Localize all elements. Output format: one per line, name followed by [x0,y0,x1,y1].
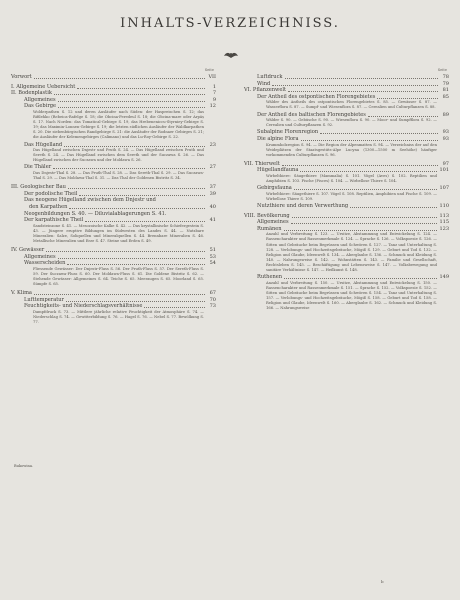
toc-entry-page: 70 [209,296,216,303]
toc-entry-label: Die alpine Flora [257,135,299,142]
toc-entry-page: 9 [212,96,216,103]
toc-entry-label: Wasserscheiden [24,260,66,267]
toc-entry [11,297,216,304]
toc-entry-page: 123 [439,225,449,232]
dot-leader [58,107,205,108]
toc-entry-page: 110 [439,202,449,209]
toc-entry-page: 78 [442,74,449,80]
toc-entry [11,103,216,110]
toc-subentry-detail: Wolderpathen S. 12 und deren Ausläufer nach Süden: der Haspreischen S. 12; das Rifilehko (Rebeica-Rafelge S. 18; die Obcina-Feredeul S. 18; die Obcina-mare oder Arpăș S. 17. Nach Norden: das Tomatical-Gebirge S. 19, das Hrebeneniccu-Styrniey-Gebirge S. 19; das Maximin-Lonnen-Gebirge S. 19; die letzten südlichen Ausläufer der Waldkarpathen S. 20. Die siebenbürgischen Randgebirge S. 21: die Ausläufer der Rodnaer Gebirges S. 21; die Ausläufer der Kelemengebirges (Calimano) und das Lu-Roy-Gebirge S. 22. [33,109,204,140]
toc-entry-page: 40 [209,203,216,210]
toc-entry [244,81,449,88]
toc-entry-label: Lufttemperatur [24,296,64,303]
dot-leader [67,264,205,265]
toc-entry [11,84,216,91]
toc-entry [244,74,449,81]
dot-leader [85,221,205,222]
toc-subentry-detail: Fliessende Gewässer: Der Dnjestr-Fluss S. 56. Der Pruth-Fluss S. 57. Der Sereth-Fluss S. 59. Der Suczawa-Fluss S. 60. Der Moldawa-Fluss S. 61. Die Goldene Bistritz S. 62. — Stehende Gewässer: Allgemeines S. 64. Teiche S. 65. Meeraugen S. 65. Moorland S. 65. Sümpfe S. 65. [33,266,204,287]
dot-leader [377,98,438,99]
seite-label-right: Seite [437,68,447,72]
toc-subentry-detail: Wirbelthiere: Säugethiere (Mammalia) S. 101. Vögel (Aves) S. 102. Reptilien und Amphibien S. 103. Fische (Pisces) S. 104. — Wirbellose Thiere S. 104. [266,174,437,184]
dot-leader [34,78,205,79]
toc-entry-label: VI. Pflanzenwelt [244,87,287,94]
toc-entry-label: Der podolische Theil [24,190,78,197]
toc-entry-label: Die Thäler [24,164,52,171]
toc-entry-page: 39 [209,190,216,197]
dot-leader [288,91,438,92]
dot-leader [58,101,205,102]
dot-leader [69,208,205,209]
toc-entry-label: V. Klima [11,290,32,297]
dot-leader [58,258,205,259]
toc-entry [11,260,216,267]
toc-entry-page: 7 [212,90,216,97]
toc-entry-page: 97 [442,160,449,167]
dot-leader [34,294,205,295]
page-title: INHALTS-VERZEICHNISS. [120,16,340,31]
toc-entry [244,213,449,220]
dot-leader [284,278,437,279]
toc-entry-page: 93 [442,135,449,142]
toc-entry-page: 12 [209,103,216,110]
dot-leader [284,230,438,231]
toc-entry [11,142,216,149]
toc-entry [11,247,216,254]
toc-subentry-detail: Dampfdruck S. 73. — Mittlere jährliche relative Feuchtigkeit der Atmosphäre S. 74. — Niederschlag S. 74. — Gewitterbildung S. 76. — Hagel S. 76. — Nebel S. 77. Bewölkung S. 77. [33,310,204,325]
toc-entry-page: 89 [442,111,449,118]
toc-entry [11,184,216,191]
dot-leader [294,189,438,190]
toc-entry-label: Der Antheil des ostpontischen Florengebietes [257,93,376,100]
toc-entry-label: Feuchtigkeits- und Niederschlagsverhältnisse [24,303,143,310]
toc-entry-page: 107 [439,185,449,192]
toc-left-list [11,74,216,325]
toc-entry-page: 41 [209,217,216,224]
dot-leader [320,133,438,134]
toc-entry-page: 51 [209,247,216,254]
toc-entry-page: VII [208,74,216,80]
toc-entry-label: Nutzthiere und deren Verwerthung [257,202,349,209]
toc-entry-page: 53 [209,253,216,260]
toc-entry-label: IV. Gewässer [11,247,45,254]
toc-entry-label: Allgemeines [24,253,56,260]
toc-entry-label: Der Antheil des baltischen Florengebietes [257,111,366,118]
toc-entry [11,211,216,218]
toc-entry-page: 54 [209,260,216,267]
dot-leader [64,146,205,147]
dot-leader [368,116,438,117]
toc-subentry-detail: Anzahl und Verbreitung S. 150. — Ursitze, Abstammung und Entwickelung S. 150. — Rassencharakter und Rassenmerkmale S. 151. — Sprache S. 152. — Volkspoesie S. 152. — Sitten und Gebräuche beim Begrüssen und Schwören S. 154. — Tanz und Unterhaltung S. 157. — Verlobungs- und Hochzeitsgebräuche, Mögiß S. 158. — Geburt und Tod S. 158. — Religion und Glaube, Ideenwelt S. 160. — Aberglaube S. 162. — Schmuck und Kleidung S. 166. — Nahrungsweise [266,280,437,311]
toc-entry-label: Allgemeines [24,96,56,103]
toc-subentry-detail: Das Dnjestr-Thal S. 28. — Das Pruth-Thal S. 28. — Das Sereth-Thal S. 29. — Das Suczawa-Thal S. 29. — Das Moldawa-Thal S. 31. — Das Thal der Goldenen Bistritz S. 34. [33,171,204,181]
toc-subentry-detail: Das Hügelland zwischen Dnjestr und Pruth S. 24. — Das Hügelland zwischen Pruth und Sereth S. 24. — Das Hügelland zwischen dem Sereth und der Suczawa S. 26. — Das Hügelland zwischen der Suczawa und der Moldawa S. 26. [33,148,204,163]
toc-entry-label: II. Bodenplastik [11,90,52,97]
toc-entry [244,136,449,143]
toc-entry [244,274,449,281]
toc-entry-label: Rumänen [257,225,282,232]
dot-leader [46,251,205,252]
toc-entry-page: 113 [439,212,449,219]
toc-entry [11,197,216,204]
dot-leader [66,301,205,302]
toc-entry [244,219,449,226]
toc-subentry-detail: Anzahl und Verbreitung S. 123. — Ursitze, Abstammung und Entwickelung S. 124. — Rassencharakter und Rassenmerkmale S. 124. — Sprache S. 126. — Volkspoesie S. 126. — Sitten und Gebräuche beim Begrüssen und Schwören S. 127. — Tanz und Unterhaltung S. 128. — Verlobungs- und Hochzeitsgebräuche, Mögiß S. 129. — Geburt und Tod S. 132. — Religion und Glaube, Ideenwelt S. 134. — Aberglaube S. 136. — Schmuck und Kleidung S. 140. — Nahrungsweise S. 142. — Wohnstätten S. 143. — Familie und Gesellschaft, Rechtsleben S. 145. — Beschäftigung und Lebensweise S. 147. — Volksbewegung und sanitäre Verhältnisse S. 147. — Heilkunst S. 148. [266,232,437,272]
toc-entry [11,254,216,261]
seite-label: Seite [204,68,214,72]
toc-entry-page: 67 [209,290,216,297]
toc-entry [244,112,449,119]
toc-subentry-detail: Wirbelthiere: Säugethiere S. 107. Vögel S. 108. Reptilien, Amphibien und Fische S. 109. — Wirbellose Thiere S. 109. [266,191,437,201]
toc-entry-page: 23 [209,141,216,148]
toc-entry-label: Allgemeines [257,219,289,226]
toc-entry-label: VII. Thierwelt [244,160,280,167]
toc-entry [11,204,216,211]
toc-entry [244,161,449,168]
toc-entry-page: 37 [209,184,216,191]
toc-entry-label: Ruthenen [257,274,283,281]
dot-leader [77,88,205,89]
toc-entry [244,129,449,136]
toc-entry-label: Luftdruck [257,74,283,80]
toc-entry-page: 93 [442,129,449,136]
toc-entry-label: Gebirgsfauna [257,185,292,192]
dot-leader [54,94,205,95]
dot-leader [68,188,205,189]
dot-leader [144,307,205,308]
dot-leader [350,207,437,208]
toc-entry-label: Das Gebirge [24,103,57,110]
toc-entry [11,191,216,198]
dot-leader [272,85,438,86]
toc-subentry-detail: Wälder S. 90. — Gebüsche S. 90. — Wiesenflora S. 90. — Moor- und Sumpfflora S. 92. — Cerealien und Culturpflanzen S. 92. [266,118,437,128]
toc-entry-label: den Karpathen [29,203,68,210]
toc-entry-label: Subalpine Florenregion [257,129,319,136]
toc-entry-label: Wind [257,80,271,87]
toc-entry [11,90,216,97]
toc-entry-page: 85 [442,93,449,100]
toc-entry-page: 1 [212,83,216,90]
toc-entry [244,167,449,174]
toc-entry-label: Das neogene Hügelland zwischen dem Dnjestr und [24,197,156,204]
toc-entry [11,217,216,224]
dot-leader [282,165,438,166]
dot-leader [79,195,205,196]
toc-subentry-detail: Wälder des Antheils des ostpontischen Florengebietes S. 85. — Gewässer S. 87. — Wasserflora S. 87. — Sumpf- und Wiesenflora S. 87. — Cerealien und Culturpflanzen S. 88. [266,100,437,110]
toc-entry [11,290,216,297]
toc-entry [244,87,449,94]
printer-ornament-icon [223,50,239,60]
dot-leader [292,217,438,218]
toc-entry-page: 27 [209,164,216,171]
toc-right-column [244,68,449,312]
toc-entry-page: 79 [442,80,449,87]
toc-entry-label: Neogenbildungen S. 40. — Diluvialablagerungen S. 41. [24,210,167,217]
dot-leader [53,168,205,169]
dot-leader [301,140,438,141]
toc-entry-page: 101 [439,167,449,174]
toc-entry-label: III. Geologischer Bau [11,184,66,191]
footer-signature: Bukowina. [14,464,34,468]
dot-leader [300,171,437,172]
toc-entry-label: Hügellandfauna [257,167,299,174]
toc-entry-page: 81 [442,87,449,94]
toc-subentry-detail: Krummholzregion S. 94. — Die Region der Alpenmatten S. 94. — Verzeichniss der auf den Weideplätzen der Staatsgestüts-Alpe Lucyna (1300—1500 m Seehöhe) häufiger vorkommenden Culturpflanzen S. 96. [266,142,437,157]
toc-entry-label: Der karpathische Theil [24,217,84,224]
toc-right-list [244,74,449,311]
dot-leader [291,223,438,224]
toc-entry [244,94,449,101]
toc-entry [11,303,216,310]
toc-subentry-detail: Sandsteinzone S. 41. — Mesozoische Kalke S. 42. — Das krystallinische Schiefergestein S. 43. — Jüngere eruptive Bildungen im Südwesten des Landes S. 44. — Nutzbare Mineralien: Salze, Soliquellen und Mineralquellen S. 44. Brennbare Mineralien S. 46. Metallische Mineralien und Erze S. 47. Steine und Erden S. 49. [33,223,204,244]
toc-entry [11,97,216,104]
toc-entry-page: 149 [439,274,449,281]
toc-entry [244,203,449,210]
toc-entry-label: Das Hügelland [24,141,63,148]
dot-leader [285,78,438,79]
toc-entry [11,74,216,81]
toc-left-column [11,68,216,326]
toc-entry-page: 115 [439,219,449,226]
toc-entry-label: Vorwort [11,74,32,80]
toc-entry-page: 73 [209,303,216,310]
toc-entry [11,164,216,171]
toc-entry-label: VIII. Bevölkerung [244,212,290,219]
signature-mark: b [381,579,384,584]
toc-entry [244,226,449,233]
toc-entry-label: I. Allgemeine Uebersicht [11,83,76,90]
toc-entry [244,185,449,192]
